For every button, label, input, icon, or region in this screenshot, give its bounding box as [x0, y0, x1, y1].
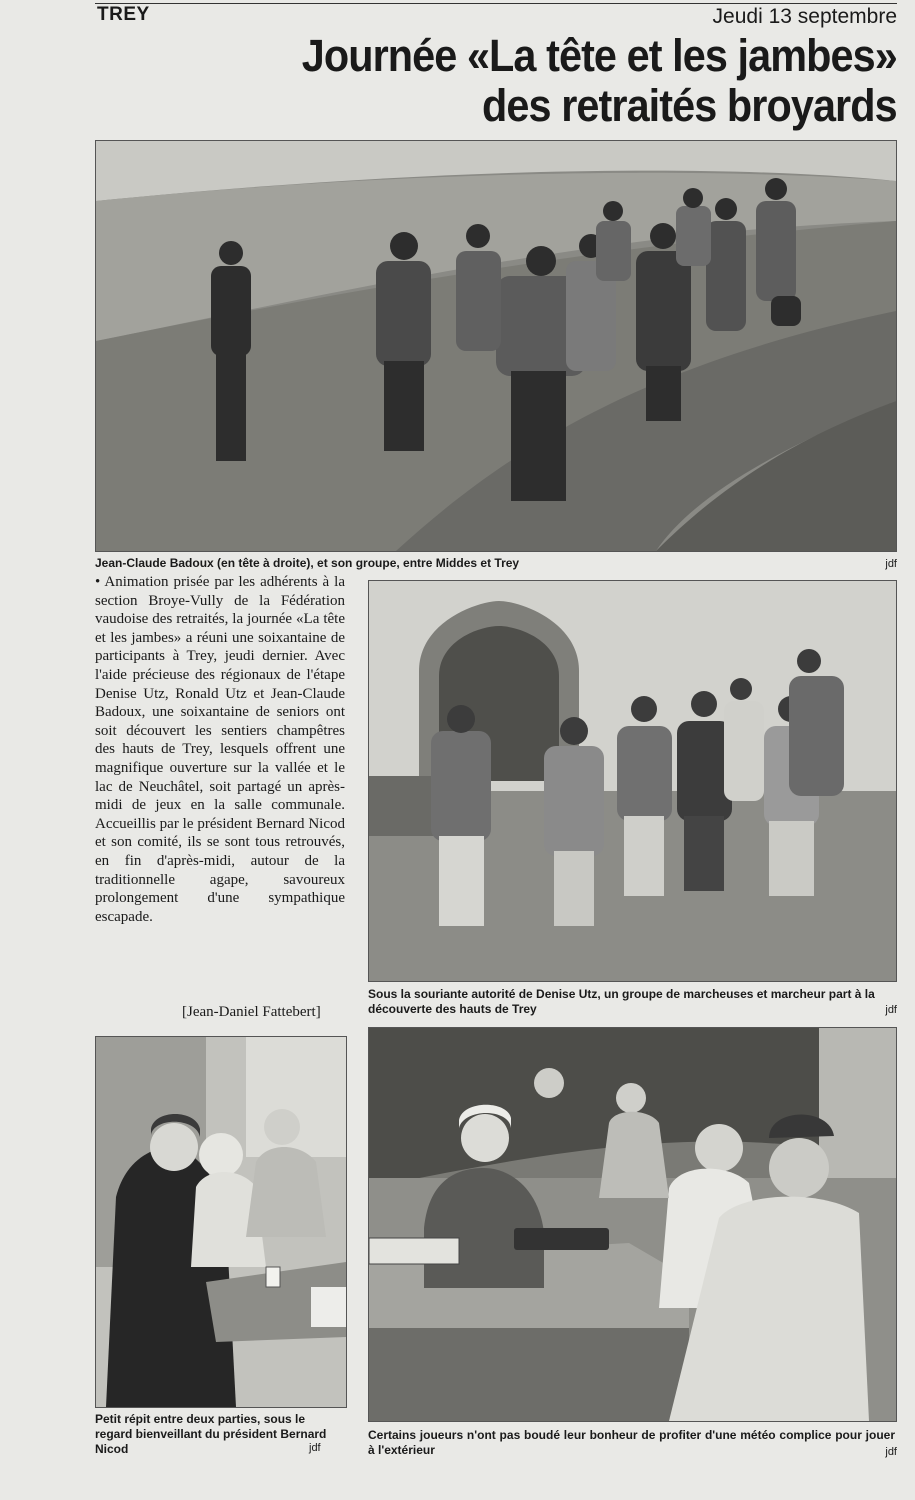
- section-location: TREY: [97, 4, 150, 25]
- credit-walkers-field: jdf: [885, 558, 897, 570]
- photo-walkers-field: [95, 140, 897, 552]
- article-byline: [Jean-Daniel Fattebert]: [182, 1004, 321, 1020]
- issue-date: Jeudi 13 septembre: [712, 5, 897, 28]
- caption-walkers-field: Jean-Claude Badoux (en tête à droite), et son groupe, entre Middes et Trey: [95, 556, 520, 570]
- article-body: • Animation prisée par les adhérents à la section Broye-Vully de la Fédération vaudoise des retraités, la journée «La tête et les jambes» a réuni une soixantaine de participants à Trey, jeudi dernier. Avec l'aide précieuse des régionaux de l'étape Denise Utz, Ronald Utz et Jean-Claude Badoux, une soixantaine de seniors ont soit découvert les sentiers champêtres des hauts de Trey, lesquels offrent une magnifique ouverture sur la vallée et le lac de Neuchâtel, soit partagé un après-midi de jeux en la salle communale. Accueillis par le président Bernard Nicod et son comité, ils se sont tous retrouvés, en fin d'après-midi, autour de la traditionnelle agape, savoureux prolongement d'une sympathique escapade.: [95, 574, 345, 925]
- photo-card-players-outdoor: [368, 1027, 897, 1422]
- top-rule: [95, 3, 897, 4]
- credit-card-players-indoor: jdf: [309, 1442, 321, 1454]
- credit-walkers-church: jdf: [885, 1004, 897, 1016]
- headline-line-1: Journée «La tête et les jambes»: [301, 30, 897, 81]
- caption-card-players-indoor: Petit répit entre deux parties, sous le regard bienveillant du président Bernard Nicod: [95, 1412, 327, 1456]
- photo-card-players-indoor: [95, 1036, 347, 1408]
- headline-line-2: des retraités broyards: [482, 80, 897, 131]
- caption-walkers-church: Sous la souriante autorité de Denise Utz, un groupe de marcheuses et marcheur part à la découverte des hauts de Trey: [368, 987, 875, 1016]
- caption-card-players-outdoor: Certains joueurs n'ont pas boudé leur bonheur de profiter d'une météo complice pour jouer à l'extérieur: [368, 1428, 895, 1457]
- credit-card-players-outdoor: jdf: [885, 1446, 897, 1458]
- photo-walkers-church: [368, 580, 897, 982]
